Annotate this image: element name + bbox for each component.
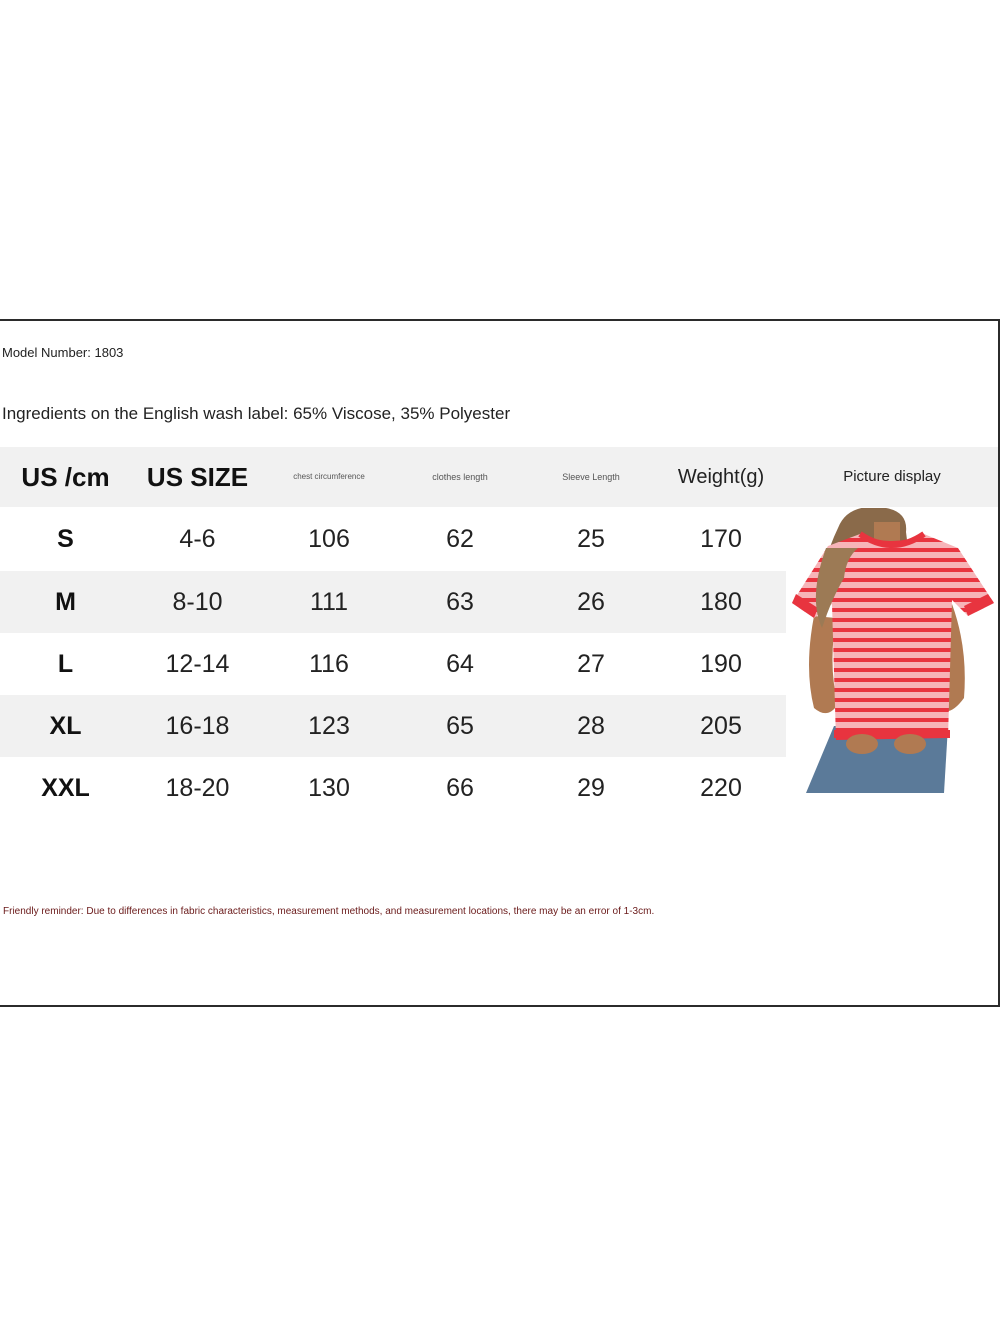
sleeve-cell: 27 [577, 650, 605, 678]
header-us-cm: US /cm [21, 462, 110, 492]
length-cell: 64 [446, 650, 474, 678]
header-weight: Weight(g) [677, 466, 765, 488]
length-cell: 63 [446, 588, 474, 616]
weight-cell: 170 [700, 525, 742, 553]
table-row [0, 571, 786, 633]
chest-cell: 111 [309, 588, 348, 616]
size-cell: XXL [41, 774, 90, 802]
us-size-cell: 4-6 [179, 525, 216, 553]
header-picture: Picture display [843, 468, 941, 485]
table-row [0, 757, 786, 819]
sleeve-cell: 28 [577, 712, 605, 740]
friendly-reminder: Friendly reminder: Due to differences in fabric characteristics, measurement methods, and measurement locations, there may be an error of 1-3cm. [3, 906, 655, 917]
model-number: Model Number: 1803 [2, 345, 124, 360]
us-size-cell: 12-14 [165, 650, 230, 678]
weight-cell: 205 [700, 712, 742, 740]
length-cell: 65 [446, 712, 474, 740]
chest-cell: 106 [308, 525, 350, 553]
size-cell: XL [49, 712, 82, 740]
us-size-cell: 18-20 [165, 774, 230, 802]
size-cell: L [57, 650, 74, 678]
weight-cell: 180 [700, 588, 742, 616]
sleeve-cell: 29 [577, 774, 605, 802]
size-chart-sheet [0, 319, 1000, 1007]
weight-cell: 190 [700, 650, 742, 678]
length-cell: 66 [446, 774, 474, 802]
ingredients-label: Ingredients on the English wash label: 65% Viscose, 35% Polyester [2, 404, 511, 423]
chest-cell: 130 [308, 774, 350, 802]
header-length: clothes length [432, 472, 488, 482]
header-sleeve: Sleeve Length [562, 472, 620, 482]
us-size-cell: 16-18 [165, 712, 230, 740]
table-row [0, 508, 786, 570]
table-header [0, 447, 998, 507]
length-cell: 62 [446, 525, 474, 553]
size-cell: M [55, 588, 76, 616]
header-chest: chest circumference [293, 472, 365, 481]
sleeve-cell: 25 [577, 525, 605, 553]
sleeve-cell: 26 [577, 588, 605, 616]
table-row [0, 633, 786, 695]
table-row [0, 695, 786, 757]
chest-cell: 123 [308, 712, 350, 740]
weight-cell: 220 [700, 774, 742, 802]
chest-cell: 116 [309, 650, 349, 678]
us-size-cell: 8-10 [172, 588, 223, 616]
size-cell: S [57, 525, 74, 553]
header-us-size: US SIZE [146, 462, 249, 492]
product-photo [788, 508, 996, 793]
